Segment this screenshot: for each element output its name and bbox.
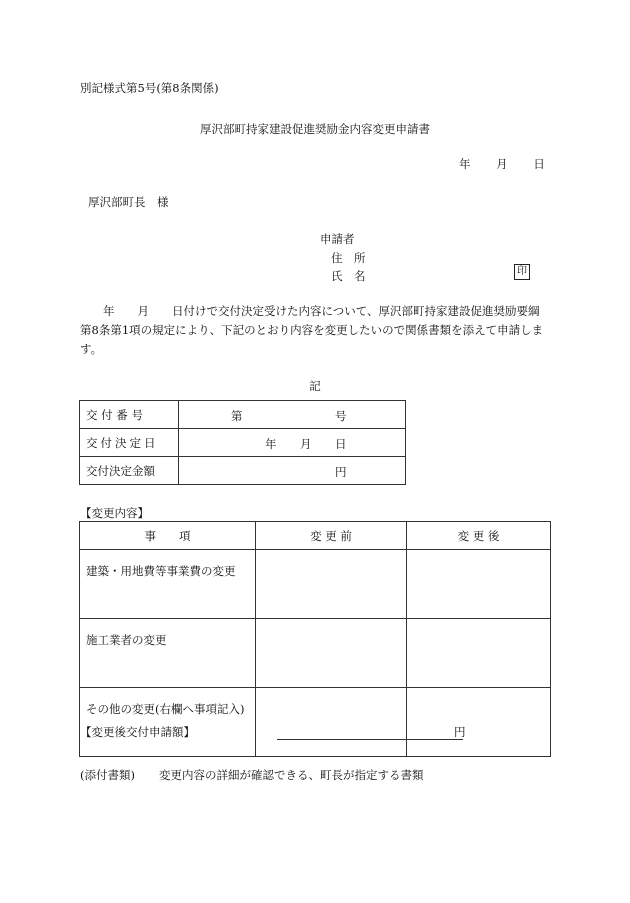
ki-heading: 記 [309, 379, 321, 393]
body-text: 年 月 日付けで交付決定受けた内容について、厚沢部町持家建設促進奨励要綱第8条第1項の規定により、下記のとおり内容を変更したいので関係書類を添えて申請します。 [80, 304, 544, 356]
grant-info-table [79, 400, 406, 485]
date-line [459, 156, 545, 172]
table-row [80, 457, 406, 485]
seal-mark: 印 [514, 264, 530, 280]
change-item: 建築・用地費等事業費の変更 [80, 550, 256, 619]
table-row [80, 429, 406, 457]
table-row [80, 619, 551, 688]
form-number: 別記様式第5号(第8条関係) [80, 81, 219, 95]
after-cell [407, 550, 551, 619]
change-item: その他の変更(右欄へ事項記入) [80, 688, 256, 757]
changed-amount-label: 【変更後交付申請額】 [80, 725, 195, 739]
header-item: 事 項 [80, 522, 256, 550]
date-year: 年 [459, 157, 471, 171]
after-cell [407, 688, 551, 757]
grant-date-label: 交付決定日 [80, 429, 179, 457]
amount-underline [277, 738, 463, 740]
grant-date-value [179, 429, 406, 457]
before-cell [256, 550, 407, 619]
grant-date-day: 日 [335, 437, 347, 451]
date-month: 月 [496, 157, 508, 171]
table-row [80, 550, 551, 619]
applicant-label: 申請者 [320, 232, 355, 246]
after-cell [407, 619, 551, 688]
grant-number-label: 交 付 番 号 [80, 401, 179, 429]
grant-amount-value [179, 457, 406, 485]
header-after: 変 更 後 [407, 522, 551, 550]
changes-section-label: 【変更内容】 [80, 506, 149, 520]
addressee: 厚沢部町長 様 [88, 195, 169, 209]
date-day: 日 [533, 157, 545, 171]
attachments-text: 変更内容の詳細が確認できる、町長が指定する書類 [159, 768, 424, 782]
table-row [80, 401, 406, 429]
grant-date-month: 月 [300, 437, 312, 451]
before-cell [256, 619, 407, 688]
grant-amount-label: 交付決定金額 [80, 457, 179, 485]
table-row [80, 688, 551, 757]
grant-date-year: 年 [265, 437, 277, 451]
grant-number-suffix: 号 [335, 409, 347, 423]
header-before: 変 更 前 [256, 522, 407, 550]
document-title: 厚沢部町持家建設促進奨励金内容変更申請書 [200, 122, 430, 136]
grant-number-value [179, 401, 406, 429]
grant-number-prefix: 第 [231, 409, 243, 423]
grant-amount-unit: 円 [335, 465, 347, 479]
changes-table [79, 521, 551, 757]
name-label: 氏 名 [331, 269, 366, 283]
attachments-label: (添付書類) [80, 768, 135, 782]
address-label: 住 所 [331, 251, 366, 265]
amount-unit: 円 [454, 725, 466, 739]
table-header-row [80, 522, 551, 550]
change-item: 施工業者の変更 [80, 619, 256, 688]
before-cell [256, 688, 407, 757]
